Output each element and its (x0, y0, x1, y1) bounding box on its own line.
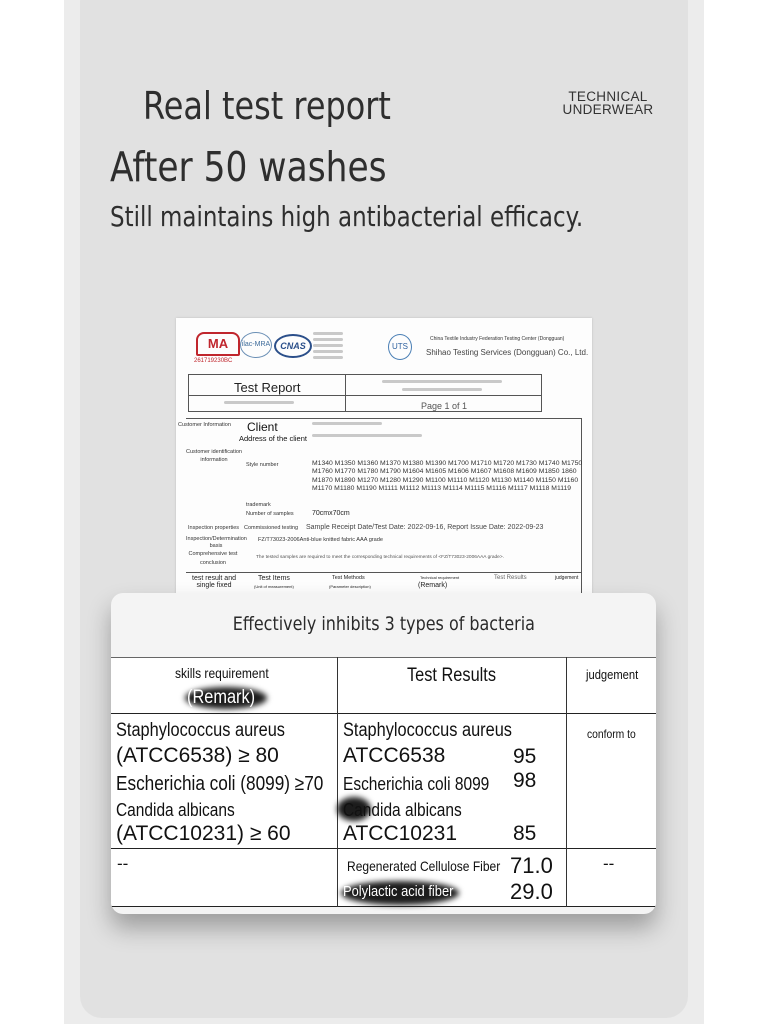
table-bottom-rule (111, 906, 656, 907)
req-candida-value: (ATCC10231) ≥ 60 (116, 822, 291, 845)
judgement-conform-text: conform to (587, 727, 636, 741)
fabric-type: Anti-blue knitted fabric AAA grade (299, 537, 384, 543)
fiber2-value: 29.0 (510, 879, 553, 904)
header-skills-requirement-text: skills requirement (175, 665, 269, 681)
style-number-list: M1340 M1350 M1360 M1370 M1380 M1390 M1700 M1710 M1720 M1730 M1740 M1750 M1760 M1770 M1780 M1790 M1604 M1605 M1606 M1607 M1608 M1609 M1850 1860 M1870 M1890 M1270 M1280 M1290 M1100 M1110 M1120 M1130 M1140 M1150 M1160 M1170 M1180 M1190 M1111 M1112 M1113 M1114 M1115 M1116 M1117 M1118 M1119 (312, 460, 583, 493)
headline-line-1: Real test report (143, 84, 391, 128)
res-candida-name (343, 800, 481, 821)
testing-services-name: Shihao Testing Services (Dongguan) Co., Ltd. (426, 348, 589, 357)
client-name-blurred (312, 422, 382, 425)
customer-identification-label: Customer identification information (186, 449, 242, 463)
testing-center-name: China Textile Industry Federation Testing Center (Dongguan) (430, 336, 565, 342)
res-ecoli-name-text: Escherichia coli 8099 (343, 774, 490, 794)
res-staph-value: 95 (513, 745, 537, 768)
sample-size: 70cmx70cm (312, 510, 350, 517)
client-label: Client (247, 420, 278, 434)
header-skills-requirement (175, 665, 284, 681)
header-judgement-text: judgement (586, 667, 639, 682)
header-test-results (407, 665, 510, 687)
conclusion-label: Comprehensive test conclusion (188, 551, 238, 566)
res-ecoli-value: 98 (513, 769, 537, 792)
fiber1-name-text: Regenerated Cellulose Fiber (347, 858, 501, 874)
res-candida-name-text: Candida albicans (343, 800, 462, 820)
res-staph-code: ATCC6538 (343, 744, 446, 767)
results-card-title-text: Effectively inhibits 3 types of bacteria (232, 613, 535, 635)
header-remark (187, 687, 266, 709)
report-page: Page 1 of 1 (421, 401, 468, 411)
requirement-note: The tested samples are required to meet the corresponding technical requirements of <FZ/T73023-2006AAA grade>. (256, 555, 504, 560)
results-table (111, 657, 656, 907)
table-col-divider-2 (566, 657, 567, 907)
customer-info-label: Customer Information (178, 422, 231, 428)
col-test-items: Test Items (258, 575, 290, 582)
header-test-results-text: Test Results (407, 665, 496, 686)
res-ecoli-name (343, 774, 513, 795)
headline-line-2: After 50 washes (110, 143, 387, 191)
col-judgement: judgement (555, 575, 579, 581)
uts-logo: UTS (388, 334, 412, 360)
ilac-logo: ilac-MRA (240, 332, 272, 358)
col-remark: (Remark) (418, 582, 448, 589)
commissioned-testing-label: Commissioned testing (244, 525, 299, 531)
table-header-rule (111, 713, 656, 714)
brand-logo (560, 90, 656, 116)
col-test-result: test result and single fixed (192, 575, 236, 589)
fiber2-name-text: Polylactic acid fiber (343, 883, 454, 900)
fiber-requirement-dash: -- (117, 854, 129, 873)
req-candida-name (116, 800, 254, 821)
report-header-row (186, 572, 581, 573)
req-ecoli (116, 773, 357, 796)
fiber1-name (347, 858, 525, 874)
trademark-label: trademark (246, 502, 271, 508)
report-number-blurred (382, 380, 502, 383)
report-title: Test Report (234, 380, 301, 395)
test-report-document (176, 318, 592, 618)
standard: FZ/T73023-2006 (258, 537, 300, 543)
receipt-dates: Sample Receipt Date/Test Date: 2022-09-16, Report Issue Date: 2022-09-23 (306, 524, 544, 531)
standard-code (258, 537, 383, 543)
req-staph-name (116, 720, 312, 742)
report-date-blurred (224, 401, 294, 404)
header-remark-text: (Remark) (187, 687, 256, 708)
col-technical: Technical requirement (420, 575, 460, 580)
req-staph-name-text: Staphylococcus aureus (116, 720, 285, 741)
style-number-label: Style number (246, 462, 279, 468)
res-staph-name (343, 720, 539, 742)
inspection-properties-label: Inspection properties (188, 525, 240, 531)
determination-basis-label: Inspection/Determination basis (186, 536, 247, 549)
req-candida-name-text: Candida albicans (116, 800, 235, 820)
col-test-methods-sub: (Parameter description) (329, 584, 371, 589)
table-top-rule (111, 657, 656, 658)
accreditation-text-blurred (313, 332, 343, 362)
col-test-methods: Test Methods (332, 575, 365, 581)
bacteria-results-card (111, 593, 656, 914)
brand-line-2: UNDERWEAR (562, 102, 654, 117)
req-ecoli-text: Escherichia coli (8099) ≥70 (116, 773, 324, 795)
client-address-label: Address of the client (239, 434, 307, 443)
col-test-results: Test Results (494, 575, 527, 581)
cma-logo: MA (196, 332, 240, 356)
fiber2-name (343, 883, 471, 900)
number-of-samples-label: Number of samples (246, 511, 294, 517)
report-grid (186, 418, 582, 618)
cnas-logo: CNAS (274, 334, 312, 358)
fiber-judgement-dash: -- (603, 854, 615, 873)
header-judgement (586, 667, 647, 682)
res-candida-code: ATCC10231 (343, 822, 458, 845)
headline-subtitle: Still maintains high antibacterial efficacy. (110, 200, 584, 233)
brand-line-1: TECHNICAL (568, 89, 648, 104)
req-staph-value: (ATCC6538) ≥ 80 (116, 744, 279, 767)
cma-number: 261719230BC (194, 358, 233, 364)
client-address-blurred (312, 434, 422, 437)
col-test-items-sub: (Unit of measurement) (254, 584, 294, 589)
judgement-conform (587, 727, 644, 741)
report-number-blurred (402, 388, 482, 391)
res-staph-name-text: Staphylococcus aureus (343, 720, 512, 741)
results-card-title (111, 613, 656, 635)
table-bacteria-rule (111, 848, 656, 849)
fiber1-value: 71.0 (510, 853, 553, 878)
res-candida-value: 85 (513, 822, 537, 845)
